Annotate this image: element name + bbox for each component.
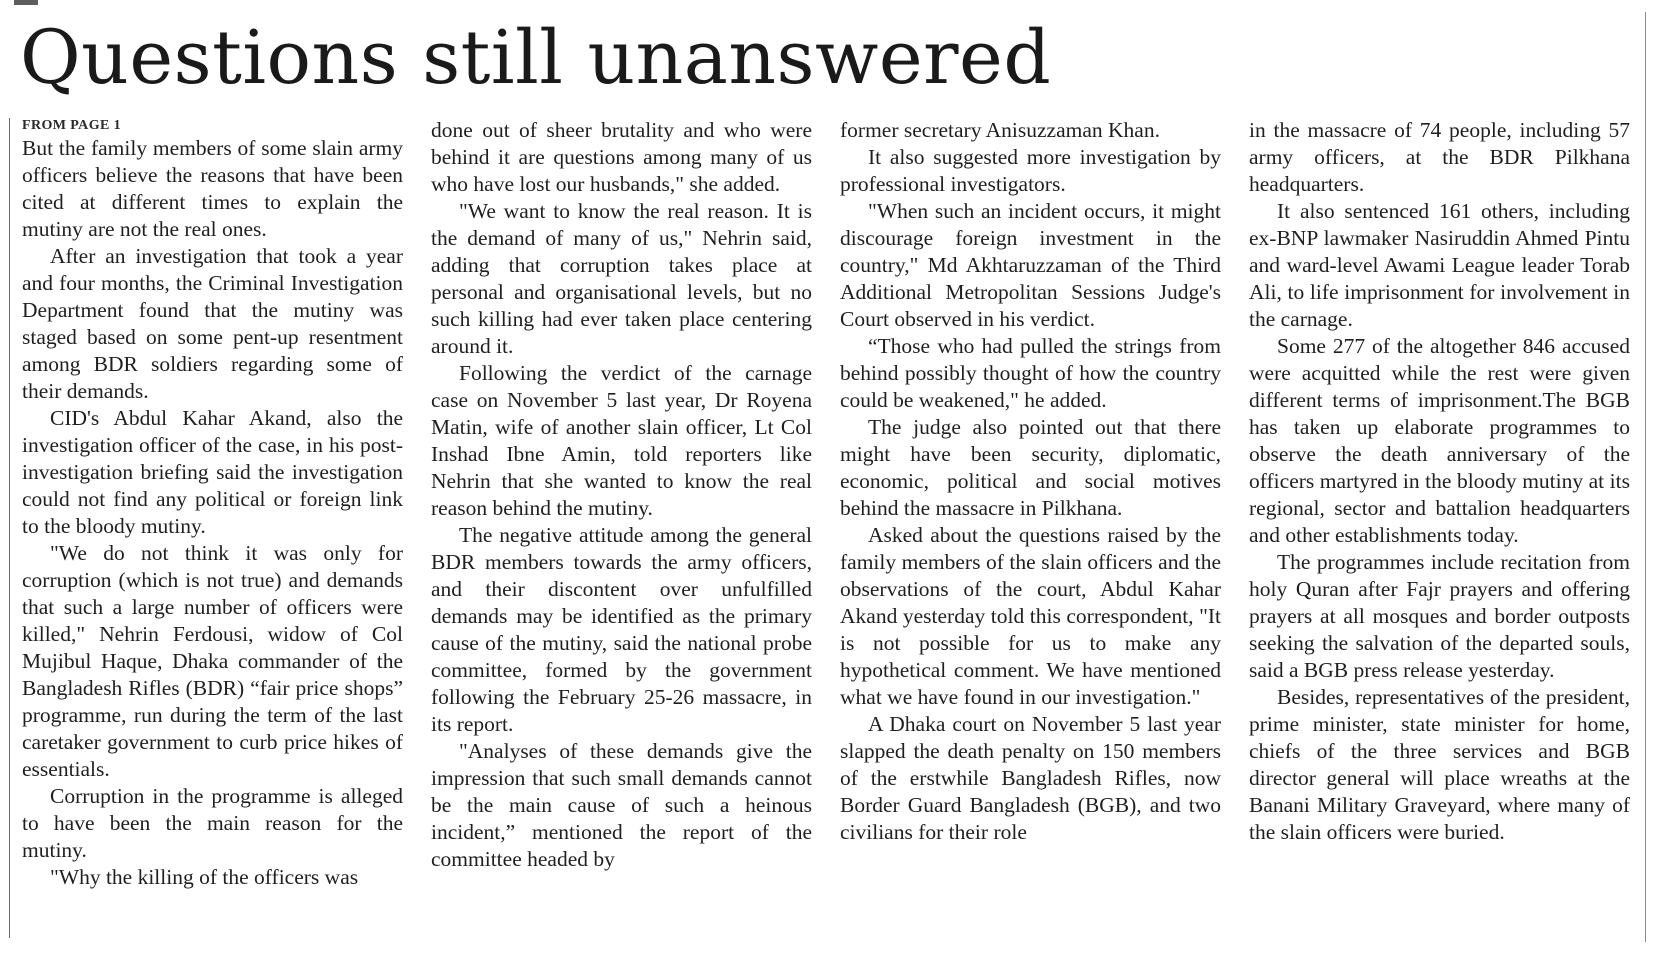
article-column-1 xyxy=(22,117,403,947)
article-paragraph: The negative attitude among the general BDR members towards the army officers, and their discontent over unfulfilled demands may be identified as the primary cause of the mutiny, said the national probe committee, formed by the government following the February 25-26 massacre, in its report. xyxy=(431,523,812,736)
article-paragraph: A Dhaka court on November 5 last year slapped the death penalty on 150 members of the erstwhile Bangladesh Rifles, now Border Guard Bangladesh (BGB), and two civilians for their role xyxy=(840,712,1221,844)
article-paragraph: CID's Abdul Kahar Akand, also the investigation officer of the case, in his post-investigation briefing said the investigation could not find any political or foreign link to the bloody mutiny. xyxy=(22,406,403,538)
article-paragraph: After an investigation that took a year and four months, the Criminal Investigation Department found that the mutiny was staged based on some pent-up resentment among BDR soldiers regarding some of their demands. xyxy=(22,244,403,403)
article-paragraph: "We want to know the real reason. It is the demand of many of us," Nehrin said, adding that corruption takes place at personal and organisational levels, but no such killing had ever taken place centering around it. xyxy=(431,199,812,358)
article-paragraph: "We do not think it was only for corruption (which is not true) and demands that such a large number of officers were killed," Nehrin Ferdousi, widow of Col Mujibul Haque, Dhaka commander of the Bangladesh Rifles (BDR) “fair price shops” programme, run during the term of the last caretaker government to curb price hikes of essentials. xyxy=(22,541,403,781)
article-paragraph: Following the verdict of the carnage case on November 5 last year, Dr Royena Matin, wife of another slain officer, Lt Col Inshad Ibne Amin, told reporters like Nehrin that she wanted to know the real reason behind the mutiny. xyxy=(431,361,812,520)
left-column-rule xyxy=(9,118,10,938)
continuation-label: FROM PAGE 1 xyxy=(22,118,122,133)
article-column-2 xyxy=(431,117,812,947)
article-paragraph: The programmes include recitation from holy Quran after Fajr prayers and offering prayers at all mosques and border outposts seeking the salvation of the departed souls, said a BGB press release yesterday. xyxy=(1249,550,1630,682)
article-paragraph: former secretary Anisuzzaman Khan. xyxy=(840,118,1160,142)
article-paragraph: But the family members of some slain army officers believe the reasons that have been cited at different times to explain the mutiny are not the real ones. xyxy=(22,136,403,241)
article-paragraph: Besides, representatives of the president, prime minister, state minister for home, chiefs of the three services and BGB director general will place wreaths at the Banani Military Graveyard, where many of the slain officers were buried. xyxy=(1249,685,1630,844)
article-paragraph: "Analyses of these demands give the impression that such small demands cannot be the main cause of such a heinous incident,” mentioned the report of the committee headed by xyxy=(431,739,812,871)
article-paragraph: "When such an incident occurs, it might discourage foreign investment in the country," Md Akhtaruzzaman of the Third Additional Metropolitan Sessions Judge's Court observed in his verdict. xyxy=(840,199,1221,331)
article-paragraph: “Those who had pulled the strings from behind possibly thought of how the country could be weakened," he added. xyxy=(840,334,1221,412)
article-paragraph: Asked about the questions raised by the family members of the slain officers and the observations of the court, Abdul Kahar Akand yesterday told this correspondent, "It is not possible for us to make any hypothetical comment. We have mentioned what we have found in our investigation." xyxy=(840,523,1221,709)
headline: Questions still unanswered xyxy=(20,15,1052,101)
article-column-4 xyxy=(1249,117,1630,947)
article-paragraph: done out of sheer brutality and who were behind it are questions among many of us who have lost our husbands," she added. xyxy=(431,118,812,196)
article-body xyxy=(22,117,1640,947)
article-paragraph: Some 277 of the altogether 846 accused were acquitted while the rest were given different terms of imprisonment.The BGB has taken up elaborate programmes to observe the death anniversary of the officers martyred in the bloody mutiny at its regional, sector and battalion headquarters and other establishments today. xyxy=(1249,334,1630,547)
article-column-3 xyxy=(840,117,1221,947)
article-paragraph: It also sentenced 161 others, including ex-BNP lawmaker Nasiruddin Ahmed Pintu and ward-level Awami League leader Torab Ali, to life imprisonment for involvement in the carnage. xyxy=(1249,199,1630,331)
article-paragraph: in the massacre of 74 people, including 57 army officers, at the BDR Pilkhana headquarters. xyxy=(1249,118,1630,196)
right-column-rule xyxy=(1645,12,1646,942)
article-paragraph: "Why the killing of the officers was xyxy=(50,865,359,889)
article-paragraph: The judge also pointed out that there might have been security, diplomatic, economic, political and social motives behind the massacre in Pilkhana. xyxy=(840,415,1221,520)
article-paragraph: Corruption in the programme is alleged to have been the main reason for the mutiny. xyxy=(22,784,403,862)
article-paragraph: It also suggested more investigation by professional investigators. xyxy=(840,145,1221,196)
